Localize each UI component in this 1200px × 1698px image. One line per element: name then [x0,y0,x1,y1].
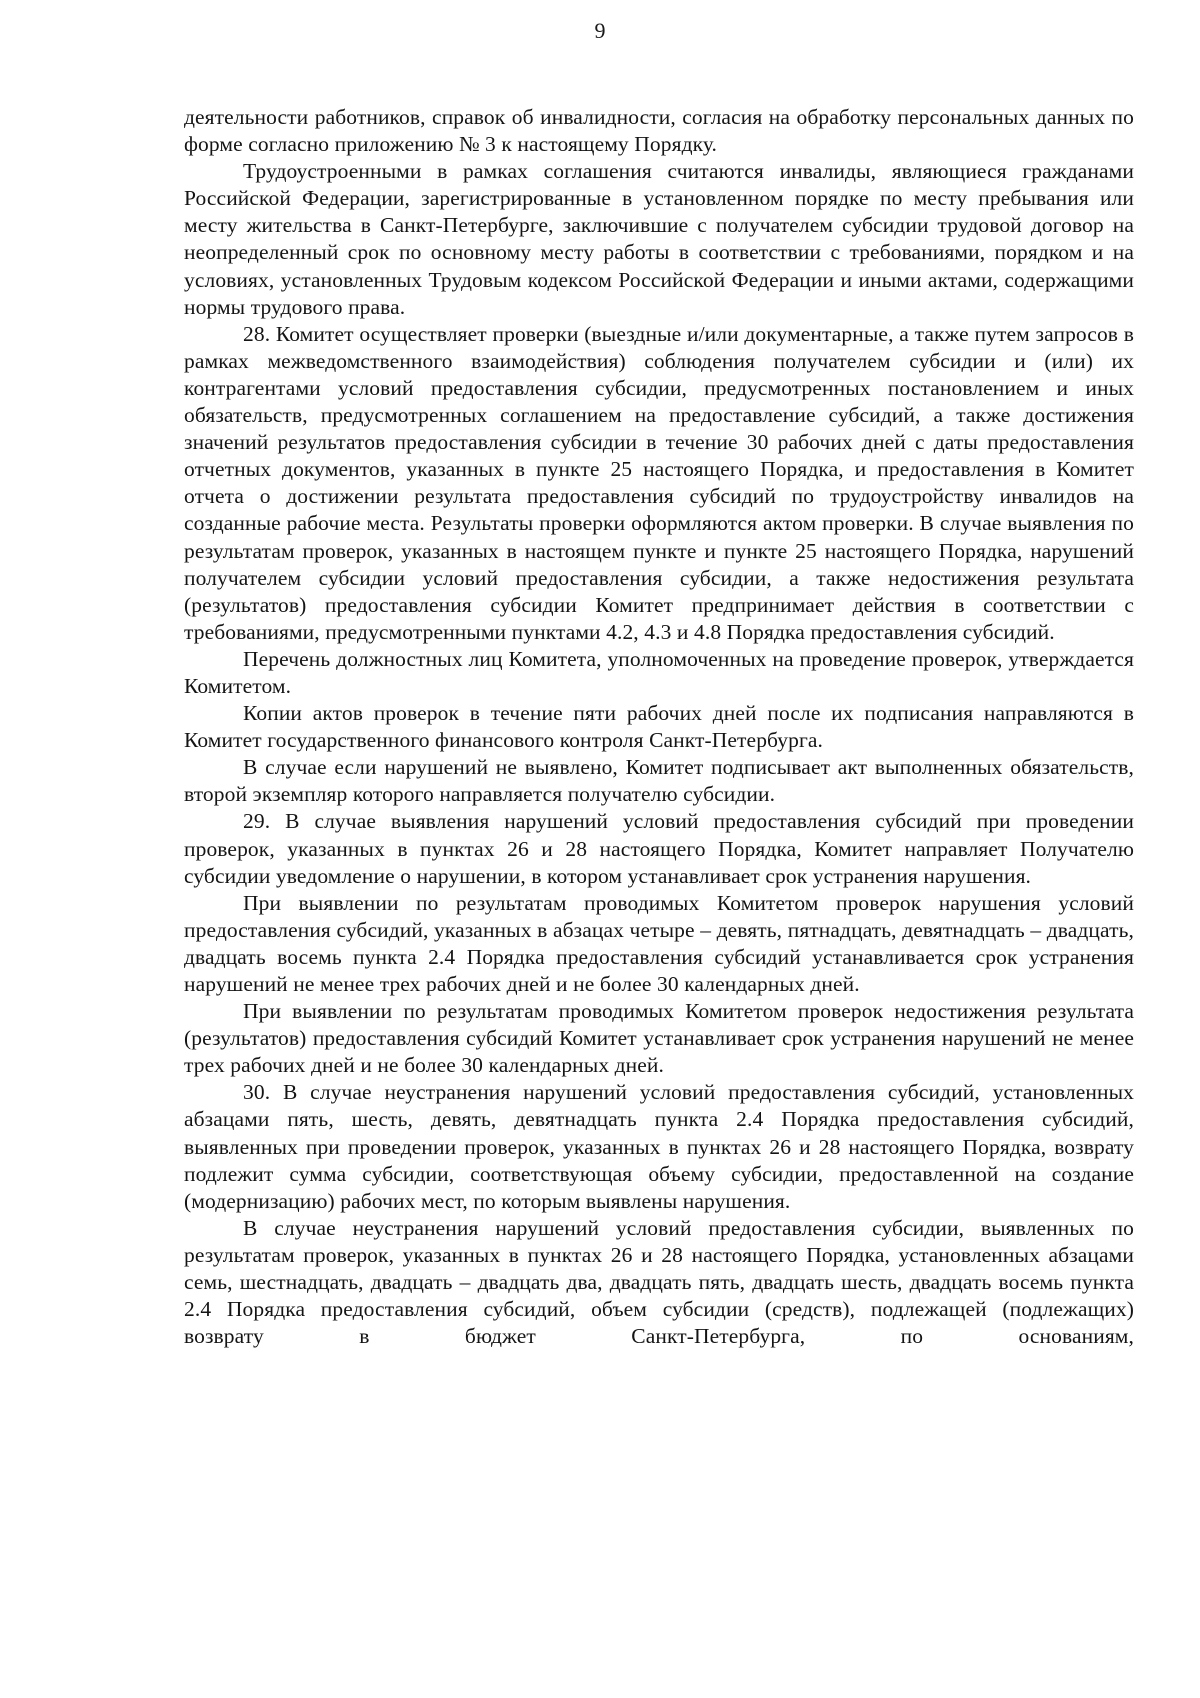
page-number: 9 [594,18,606,43]
paragraph-item-29: 29. В случае выявления нарушений условий предоставления субсидий при проведении проверок, указанных в пунктах 26 и 28 настоящего Порядка, Комитет направляет Получателю субсидии уведомление о нарушении, в котором устанавливает срок устранения нарушения. [184,809,1134,888]
paragraph-no-violations: В случае если нарушений не выявлено, Комитет подписывает акт выполненных обязательств, второй экземпляр которого направляется получателю субсидии. [184,755,1134,807]
paragraph-refund-amount: В случае неустранения нарушений условий предоставления субсидии, выявленных по результатам проверок, указанных в пунктах 26 и 28 настоящего Порядка, установленных абзацами семь, шестнадцать, двадцать – двадцать два, двадцать пять, двадцать шесть, двадцать восемь пункта 2.4 Порядка предоставления субсидий, объем субсидии (средств), подлежащей (подлежащих) возврату в бюджет Санкт-Петербурга, по основаниям, [184,1215,1134,1349]
paragraph-violation-term: При выявлении по результатам проводимых Комитетом проверок нарушения условий предоставления субсидий, указанных в абзацах четыре – девять, пятнадцать, девятнадцать – двадцать, двадцать восемь пункта 2.4 Порядка предоставления субсидий устанавливается срок устранения нарушений не менее трех рабочих дней и не более 30 календарных дней. [184,890,1134,996]
paragraph-item-30: 30. В случае неустранения нарушений условий предоставления субсидий, установленных абзацами пять, шесть, девять, девятнадцать пункта 2.4 Порядка предоставления субсидий, выявленных при проведении проверок, указанных в пунктах 26 и 28 настоящего Порядка, возврату подлежит сумма субсидии, соответствующая объему субсидии, предоставленной на создание (модернизацию) рабочих мест, по которым выявлены нарушения. [184,1080,1134,1213]
paragraph-item-28: 28. Комитет осуществляет проверки (выездные и/или документарные, а также путем запросов в рамках межведомственного взаимодействия) соблюдения получателем субсидии и (или) их контрагентами условий предоставления субсидии, предусмотренных постановлением и иных обязательств, предусмотренных соглашением на предоставление субсидий, а также достижения значений результатов предоставления субсидии в течение 30 рабочих дней с даты предоставления отчетных документов, указанных в пункте 25 настоящего Порядка, и предоставления в Комитет отчета о достижении результата предоставления субсидий по трудоустройству инвалидов на созданные рабочие места. Результаты проверки оформляются актом проверки. В случае выявления по результатам проверок, указанных в настоящем пункте и пункте 25 настоящего Порядка, нарушений получателем субсидии условий предоставления субсидии, а также недостижения результата (результатов) предоставления субсидии Комитет предпринимает действия в соответствии с требованиями, предусмотренными пунктами 4.2, 4.3 и 4.8 Порядка предоставления субсидий. [184,321,1134,644]
paragraph-continuation: деятельности работников, справок об инвалидности, согласия на обработку персональных данных по форме согласно приложению № 3 к настоящему Порядку. [184,105,1134,157]
paragraph-act-copies: Копии актов проверок в течение пяти рабочих дней после их подписания направляются в Комитет государственного финансового контроля Санкт-Петербурга. [184,701,1134,753]
paragraph-officials-list: Перечень должностных лиц Комитета, уполномоченных на проведение проверок, утверждается Комитетом. [184,646,1134,698]
paragraph-result-term: При выявлении по результатам проводимых Комитетом проверок недостижения результата (результатов) предоставления субсидий Комитет устанавливает срок устранения нарушений не менее трех рабочих дней и не более 30 календарных дней. [184,999,1134,1078]
document-body [184,104,1134,1350]
paragraph-employed-definition: Трудоустроенными в рамках соглашения считаются инвалиды, являющиеся гражданами Российской Федерации, зарегистрированные в установленном порядке по месту пребывания или месту жительства в Санкт-Петербурге, заключившие с получателем субсидии трудовой договор на неопределенный срок по основному месту работы в соответствии с требованиями, порядком и на условиях, установленных Трудовым кодексом Российской Федерации и иными актами, содержащими нормы трудового права. [184,159,1134,319]
